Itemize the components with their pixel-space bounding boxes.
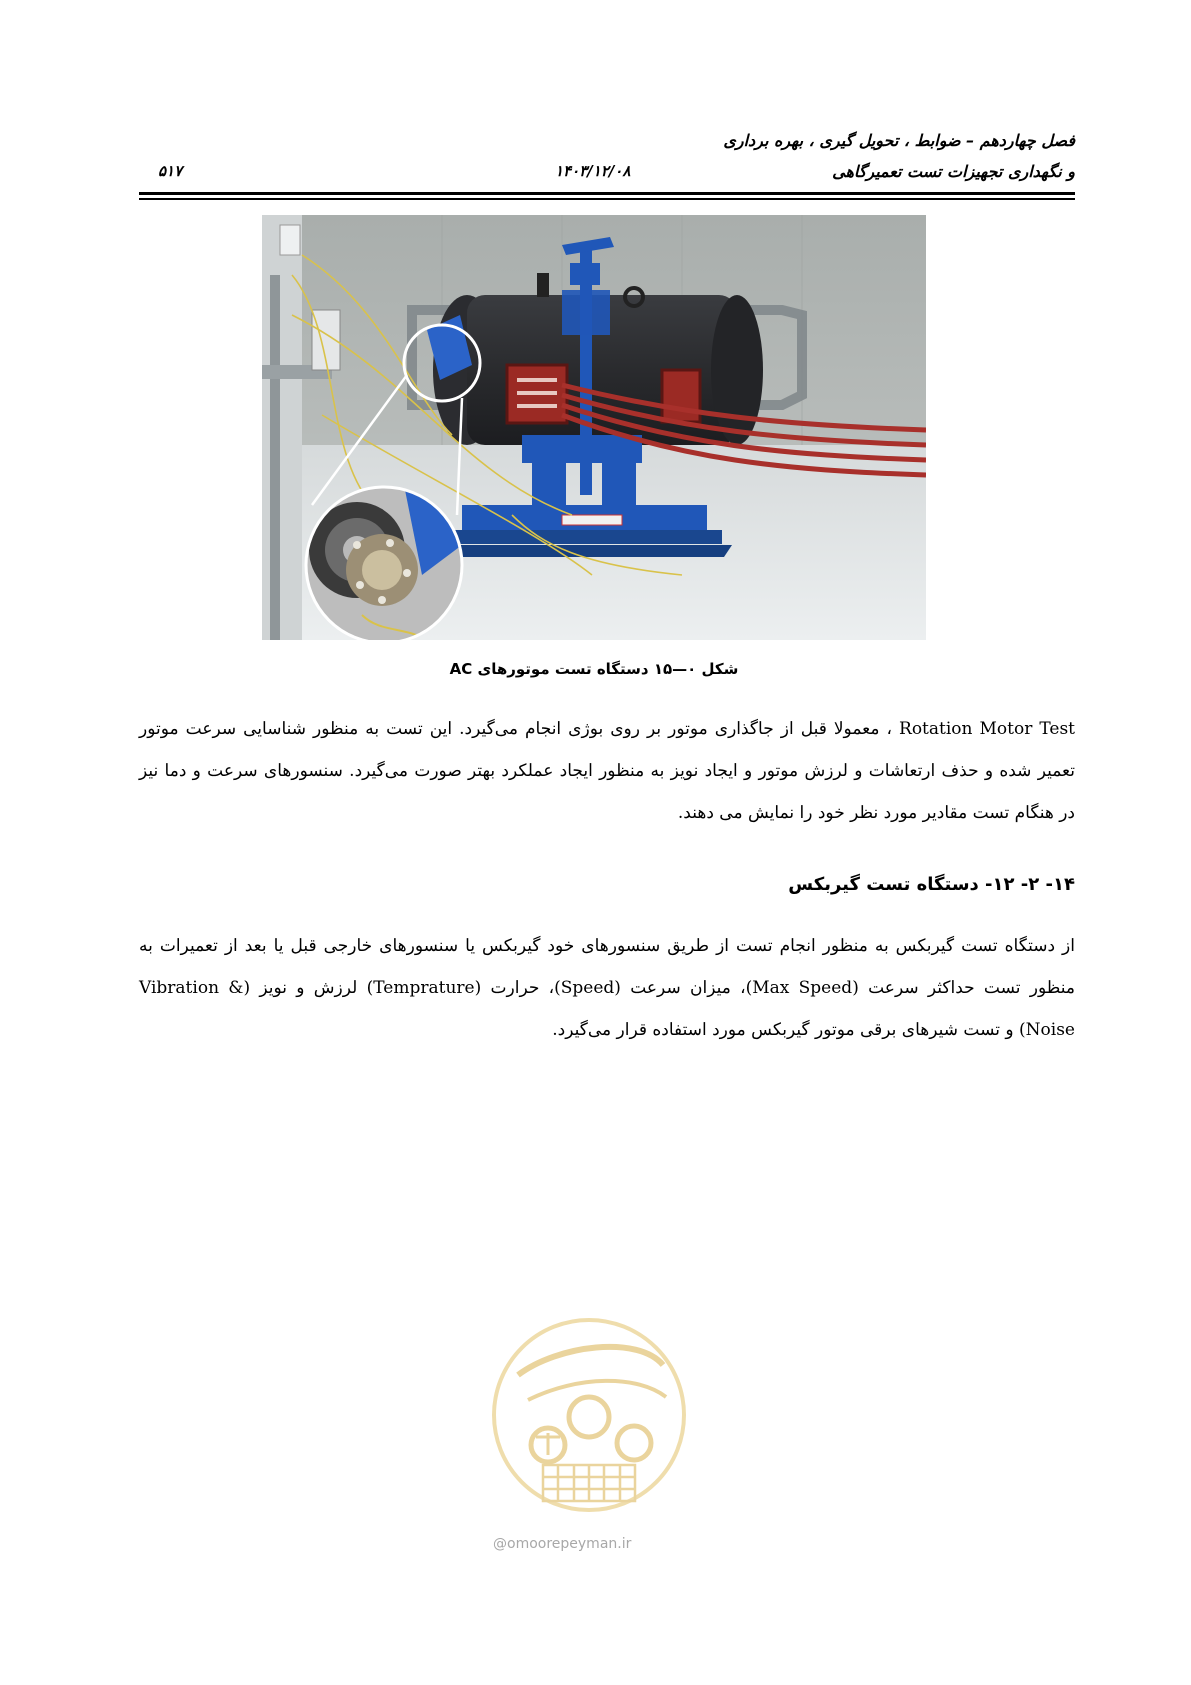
- chapter-title-line2: و نگهداری تجهیزات تست تعمیرگاهی: [832, 162, 1075, 181]
- figure-caption: شکل ۰—۱۵ دستگاه تست موتورهای AC: [449, 660, 739, 678]
- chapter-title-line1: فصل چهاردهم – ضوابط ، تحویل گیری ، بهره برداری: [723, 131, 1075, 150]
- header-rule-thick: [139, 192, 1075, 195]
- header-rule-thin: [139, 198, 1075, 200]
- header-date: ۱۴۰۳/۱۲/۰۸: [555, 162, 631, 180]
- omoorepeyman-logo: [488, 1305, 690, 1565]
- paragraph-gearbox-tester: از دستگاه تست گیربکس به منظور انجام تست از طریق سنسورهای خود گیربکس یا سنسورهای خارجی قبل یا بعد از تعمیرات به منظور تست حداکثر سرعت (Max Speed)، میزان سرعت (Speed)، حرارت (Temprature) لرزش و نویز (Vibration & Noise) و تست شیرهای برقی موتور گیربکس مورد استفاده قرار می‌گیرد.: [139, 936, 1075, 1040]
- watermark-url: @omoorepeyman.ir: [493, 1536, 632, 1552]
- motor-test-photo: [262, 215, 926, 640]
- section-heading-gearbox-tester: ۱۴- ۲- ۱۲- دستگاه تست گیربکس: [788, 874, 1075, 895]
- page-number: ۵۱۷: [158, 162, 183, 180]
- stand-label: [562, 515, 622, 525]
- paragraph-rotation-motor-test: Rotation Motor Test ، معمولا قبل از جاگذاری موتور بر روی بوژی انجام می‌گیرد. این تست به منظور شناسایی سرعت موتور تعمیر شده و حذف ارتعاشات و لرزش موتور و ایجاد نویز به منظور ایجاد عملکرد بهتر صورت می‌گیرد. سنسورهای سرعت و دما نیز در هنگام تست مقادیر مورد نظر خود را نمایش می دهند.: [139, 719, 1075, 823]
